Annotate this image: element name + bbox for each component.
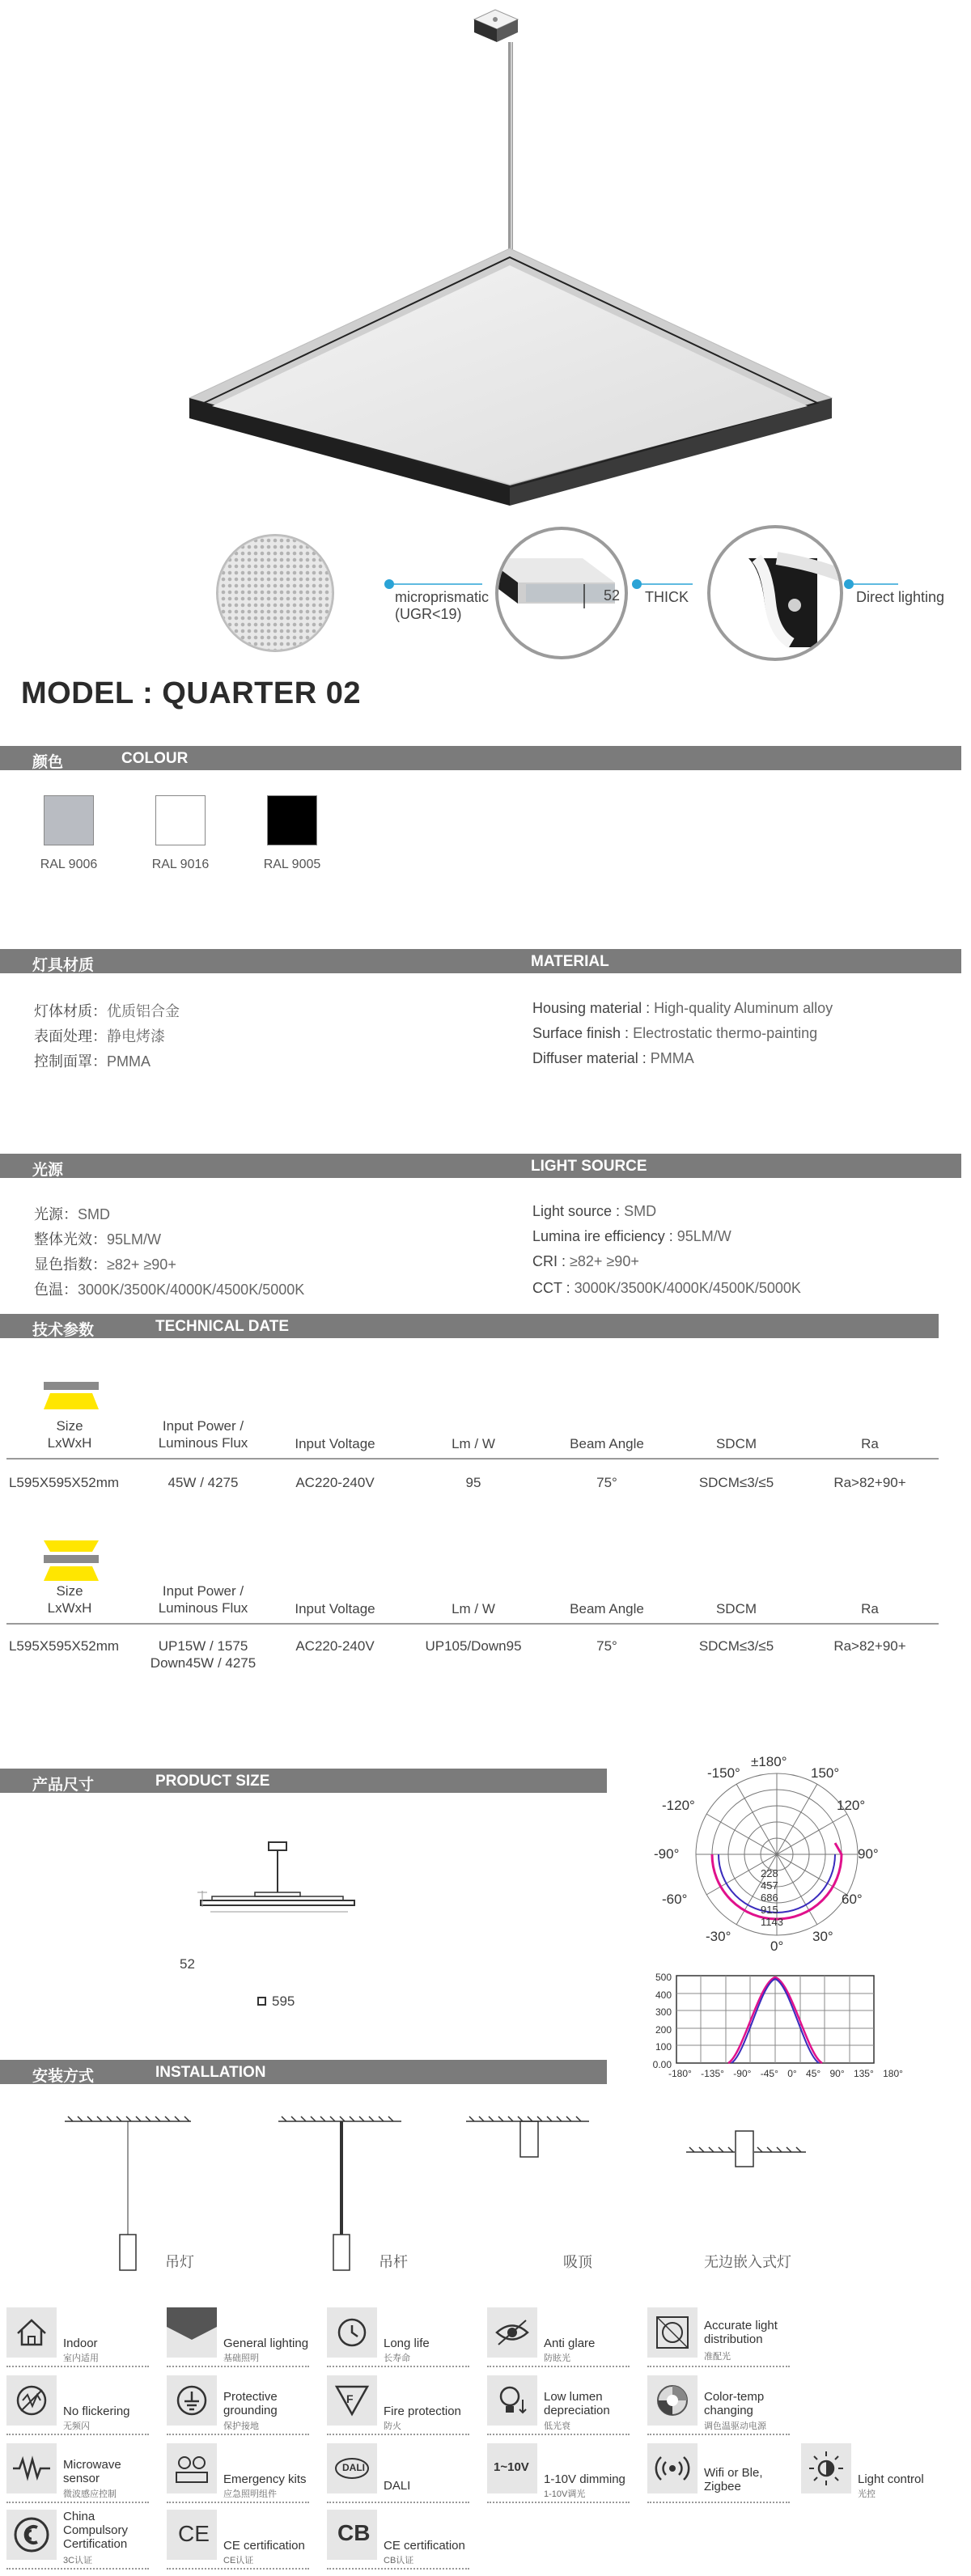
feature-label: Low lumen depreciation <box>544 2390 610 2417</box>
feature-label-zh: CB认证 <box>384 2556 414 2565</box>
ground-icon <box>167 2375 217 2426</box>
material-en-row: Housing material : High-quality Aluminum alloy <box>532 1000 833 1016</box>
width-dimension: 595 <box>272 1993 295 2009</box>
col-voltage-header: Input Voltage <box>295 1436 375 1451</box>
light-source-en-row: CCT : 3000K/3500K/4000K/4500K/5000K <box>532 1280 801 1296</box>
colour-title-zh: 颜色 <box>32 754 64 771</box>
width-dimension-marker <box>257 1997 266 2006</box>
feature-label: Emergency kits <box>223 2472 307 2486</box>
col-voltage-header: Input Voltage <box>295 1601 375 1616</box>
light-source-en-row: CRI : ≥82+ ≥90+ <box>532 1253 639 1269</box>
swatch-label: RAL 9006 <box>40 858 98 871</box>
material-en-row: Diffuser material : PMMA <box>532 1050 694 1066</box>
install-rod-label: 吊杆 <box>379 2254 408 2270</box>
material-title-en: MATERIAL <box>531 953 609 970</box>
fire-protection-icon <box>327 2375 377 2426</box>
callout-thickness-number: 52 <box>604 587 621 604</box>
feature-label: General lighting <box>223 2337 309 2350</box>
direct-light-icon <box>44 1382 99 1414</box>
feature-anti-glare <box>487 2307 630 2371</box>
feature-label-zh: 应急照明组件 <box>223 2489 277 2499</box>
low-lumen-icon <box>487 2375 537 2426</box>
feature-label: Color-temp changing <box>704 2390 765 2417</box>
light-source-en-row: Light source : SMD <box>532 1203 657 1219</box>
feature-label: Wifi or Ble, Zigbee <box>704 2466 763 2493</box>
callout-microprismatic-label: microprismatic (UGR<19) <box>395 589 490 622</box>
col-beam-header: Beam Angle <box>570 1436 644 1451</box>
technical-section-header <box>0 1314 939 1338</box>
feature-label: CE certification <box>384 2539 465 2553</box>
light-source-title-en: LIGHT SOURCE <box>531 1158 647 1175</box>
material-zh-row: 灯体材质：优质铝合金 <box>34 1003 180 1019</box>
row2-lmw: UP105/Down95 <box>425 1638 522 1654</box>
row2-beam: 75° <box>596 1638 617 1654</box>
light-distribution-icon <box>647 2307 698 2358</box>
feature-indoor <box>6 2307 149 2371</box>
polar-angle-label: 60° <box>842 1892 863 1907</box>
feature-ce-certification <box>167 2510 309 2573</box>
swatch-label: RAL 9016 <box>151 858 210 871</box>
light-source-zh-row: 整体光效：95LM/W <box>34 1231 162 1248</box>
feature-label-zh: CE认证 <box>223 2556 254 2565</box>
feature-label: 1-10V dimming <box>544 2472 625 2486</box>
callout-thick-label: THICK <box>645 589 689 605</box>
install-pendant-label: 吊灯 <box>165 2254 194 2270</box>
light-source-zh-row: 显色指数：≥82+ ≥90+ <box>34 1256 176 1273</box>
feature-color-temp-changing <box>647 2375 790 2438</box>
dimension-drawing <box>178 1841 356 1917</box>
feature-label: No flickering <box>63 2404 130 2418</box>
light-control-icon <box>801 2443 851 2493</box>
installation-title-zh: 安装方式 <box>32 2068 95 2085</box>
light-source-en-row: Lumina ire efficiency : 95LM/W <box>532 1228 731 1244</box>
svg-text:F: F <box>346 2392 354 2405</box>
feature-label: CE certification <box>223 2539 305 2553</box>
row1-ra: Ra>82+90+ <box>833 1475 906 1490</box>
product-hero-illustration <box>0 0 971 663</box>
material-zh-row: 控制面罩：PMMA <box>34 1053 151 1070</box>
feature-label: Indoor <box>63 2337 98 2350</box>
product-size-title-en: PRODUCT SIZE <box>155 1773 270 1790</box>
installation-drawings <box>0 2112 971 2273</box>
product-size-section-header <box>0 1769 607 1793</box>
row2-size: L595X595X52mm <box>8 1638 120 1654</box>
feature-label: Fire protection <box>384 2404 461 2418</box>
eye-icon <box>487 2307 537 2358</box>
height-dimension: 52 <box>180 1956 195 1972</box>
polar-angle-label: 120° <box>837 1798 866 1813</box>
feature-label: DALI <box>384 2479 411 2493</box>
house-icon <box>6 2307 57 2358</box>
feature-label: Accurate light distribution <box>704 2319 778 2346</box>
dali-glyph: DALI <box>342 2462 365 2473</box>
feature-label-zh: 长寿命 <box>384 2354 410 2363</box>
general-lighting-icon <box>167 2307 217 2358</box>
color-temp-icon <box>647 2375 698 2426</box>
ceiling-canopy <box>474 10 518 42</box>
feature-1-10v-dimming <box>487 2443 630 2506</box>
intensity-curve-chart <box>675 1974 877 2071</box>
feature-label-zh: 微波感应控制 <box>63 2489 117 2499</box>
install-surface-label: 吸顶 <box>563 2254 592 2270</box>
light-source-zh-row: 色温：3000K/3500K/4000K/4500K/5000K <box>34 1282 305 1298</box>
direct-lighting-detail <box>709 527 858 659</box>
no-flicker-icon <box>6 2375 57 2426</box>
feature-protective-grounding <box>167 2375 309 2438</box>
install-recessed-label: 无边嵌入式灯 <box>704 2254 791 2270</box>
col-beam-header: Beam Angle <box>570 1601 644 1616</box>
light-source-section-header <box>0 1154 961 1178</box>
col-ra-header: Ra <box>861 1601 879 1616</box>
col-sdcm-header: SDCM <box>715 1436 757 1451</box>
feature-emergency-kits <box>167 2443 309 2506</box>
feature-light-control <box>801 2443 960 2506</box>
polar-angle-label: -30° <box>706 1929 731 1944</box>
col-power-header: Input Power / Luminous Flux <box>158 1583 248 1616</box>
row2-voltage: AC220-240V <box>295 1638 375 1654</box>
polar-angle-label: -90° <box>654 1846 680 1862</box>
light-source-zh-row: 光源：SMD <box>34 1206 110 1222</box>
row1-voltage: AC220-240V <box>295 1475 375 1490</box>
emergency-icon <box>167 2443 217 2493</box>
ce-glyph: CE <box>178 2521 210 2546</box>
feature-label-zh: 无频闪 <box>63 2421 90 2431</box>
feature-label: Protective grounding <box>223 2390 278 2417</box>
cb-glyph: CB <box>337 2520 371 2545</box>
dimming-glyph: 1~10V <box>494 2460 529 2474</box>
feature-label: China Compulsory Certification <box>63 2510 129 2551</box>
technical-title-en: TECHNICAL DATE <box>155 1318 290 1335</box>
polar-angle-label: 0° <box>770 1938 784 1954</box>
col-power-header: Input Power / Luminous Flux <box>158 1418 248 1451</box>
col-size-header: Size LxWxH <box>47 1583 92 1616</box>
feature-label-zh: 3C认证 <box>63 2556 93 2565</box>
wifi-icon <box>647 2443 698 2493</box>
feature-label-zh: 防眩光 <box>544 2354 570 2363</box>
curve-x-ticks: -180° -135° -90° -45° 0° 45° 90° 135° 180° <box>668 2068 903 2079</box>
col-sdcm-header: SDCM <box>715 1601 757 1616</box>
feature-wifi-ble-zigbee <box>647 2443 790 2506</box>
feature-no-flickering <box>6 2375 149 2438</box>
feature-label-zh: 低光衰 <box>544 2421 570 2431</box>
material-title-zh: 灯具材质 <box>32 957 95 974</box>
swatch-label: RAL 9005 <box>263 858 321 871</box>
feature-label: Light control <box>858 2472 924 2486</box>
feature-label-zh: 室内适用 <box>63 2354 99 2363</box>
row1-power: 45W / 4275 <box>167 1475 239 1490</box>
microwave-icon <box>6 2443 57 2493</box>
row1-sdcm: SDCM≤3/≤5 <box>698 1475 774 1490</box>
row2-ra: Ra>82+90+ <box>833 1638 906 1654</box>
technical-title-zh: 技术参数 <box>32 1322 95 1339</box>
polar-angle-label: -60° <box>662 1892 688 1907</box>
material-section-header <box>0 949 961 973</box>
row1-beam: 75° <box>596 1475 617 1490</box>
panel-luminaire <box>189 248 832 506</box>
feature-label: Microwave sensor <box>63 2458 121 2485</box>
table-divider <box>6 1623 939 1625</box>
feature-label-zh: 光控 <box>858 2489 876 2499</box>
col-lmw-header: Lm / W <box>452 1601 495 1616</box>
feature-label: Long life <box>384 2337 430 2350</box>
table-divider <box>6 1458 939 1460</box>
polar-angle-label: ±180° <box>751 1754 787 1769</box>
feature-low-lumen-depreciation <box>487 2375 630 2438</box>
swatch-ral-9006 <box>44 795 94 845</box>
polar-angle-label: -150° <box>707 1765 740 1781</box>
row1-size: L595X595X52mm <box>8 1475 120 1490</box>
row2-power: UP15W / 1575 Down45W / 4275 <box>150 1638 257 1671</box>
col-ra-header: Ra <box>861 1436 879 1451</box>
model-title: MODEL : QUARTER 02 <box>21 676 362 710</box>
col-lmw-header: Lm / W <box>452 1436 495 1451</box>
polar-angle-label: -120° <box>662 1798 695 1813</box>
feature-general-lighting <box>167 2307 309 2371</box>
colour-section-header <box>0 746 961 770</box>
feature-accurate-light <box>647 2307 790 2371</box>
microprismatic-detail <box>210 530 340 659</box>
row2-sdcm: SDCM≤3/≤5 <box>698 1638 774 1654</box>
feature-label: Anti glare <box>544 2337 596 2350</box>
material-zh-row: 表面处理：静电烤漆 <box>34 1028 165 1044</box>
swatch-ral-9005 <box>267 795 317 845</box>
feature-ccc-certification <box>6 2510 149 2573</box>
feature-long-life <box>327 2307 469 2371</box>
polar-angle-label: 90° <box>858 1846 879 1862</box>
feature-label-zh: 准配光 <box>704 2352 731 2362</box>
swatch-ral-9016 <box>155 795 206 845</box>
row1-lmw: 95 <box>465 1475 481 1490</box>
material-en-row: Surface finish : Electrostatic thermo-painting <box>532 1025 818 1041</box>
installation-title-en: INSTALLATION <box>155 2064 266 2081</box>
feature-cb-certification <box>327 2510 469 2573</box>
feature-label-zh: 防火 <box>384 2421 401 2431</box>
clock-icon <box>327 2307 377 2358</box>
light-source-title-zh: 光源 <box>32 1162 64 1179</box>
direct-indirect-light-icon <box>44 1540 99 1581</box>
polar-angle-label: 30° <box>812 1929 833 1944</box>
ccc-icon <box>6 2510 57 2560</box>
colour-title-en: COLOUR <box>121 750 189 767</box>
product-size-title-zh: 产品尺寸 <box>32 1777 95 1794</box>
col-size-header: Size LxWxH <box>47 1418 92 1451</box>
polar-ring-labels: 228 457 686 915 1143 <box>761 1867 783 1928</box>
feature-label-zh: 调色温驱动电源 <box>704 2421 766 2431</box>
callout-direct-lighting-label: Direct lighting <box>856 589 945 605</box>
feature-label-zh: 保护接地 <box>223 2421 259 2431</box>
polar-angle-label: 150° <box>811 1765 840 1781</box>
feature-label-zh: 1-10V调光 <box>544 2489 586 2499</box>
curve-y-ticks: 500 400 300 200 100 0.00 <box>652 1972 672 2070</box>
feature-fire-protection <box>327 2375 469 2438</box>
feature-microwave-sensor <box>6 2443 149 2506</box>
feature-label-zh: 基础照明 <box>223 2354 259 2363</box>
feature-dali <box>327 2443 469 2506</box>
installation-section-header <box>0 2060 607 2084</box>
